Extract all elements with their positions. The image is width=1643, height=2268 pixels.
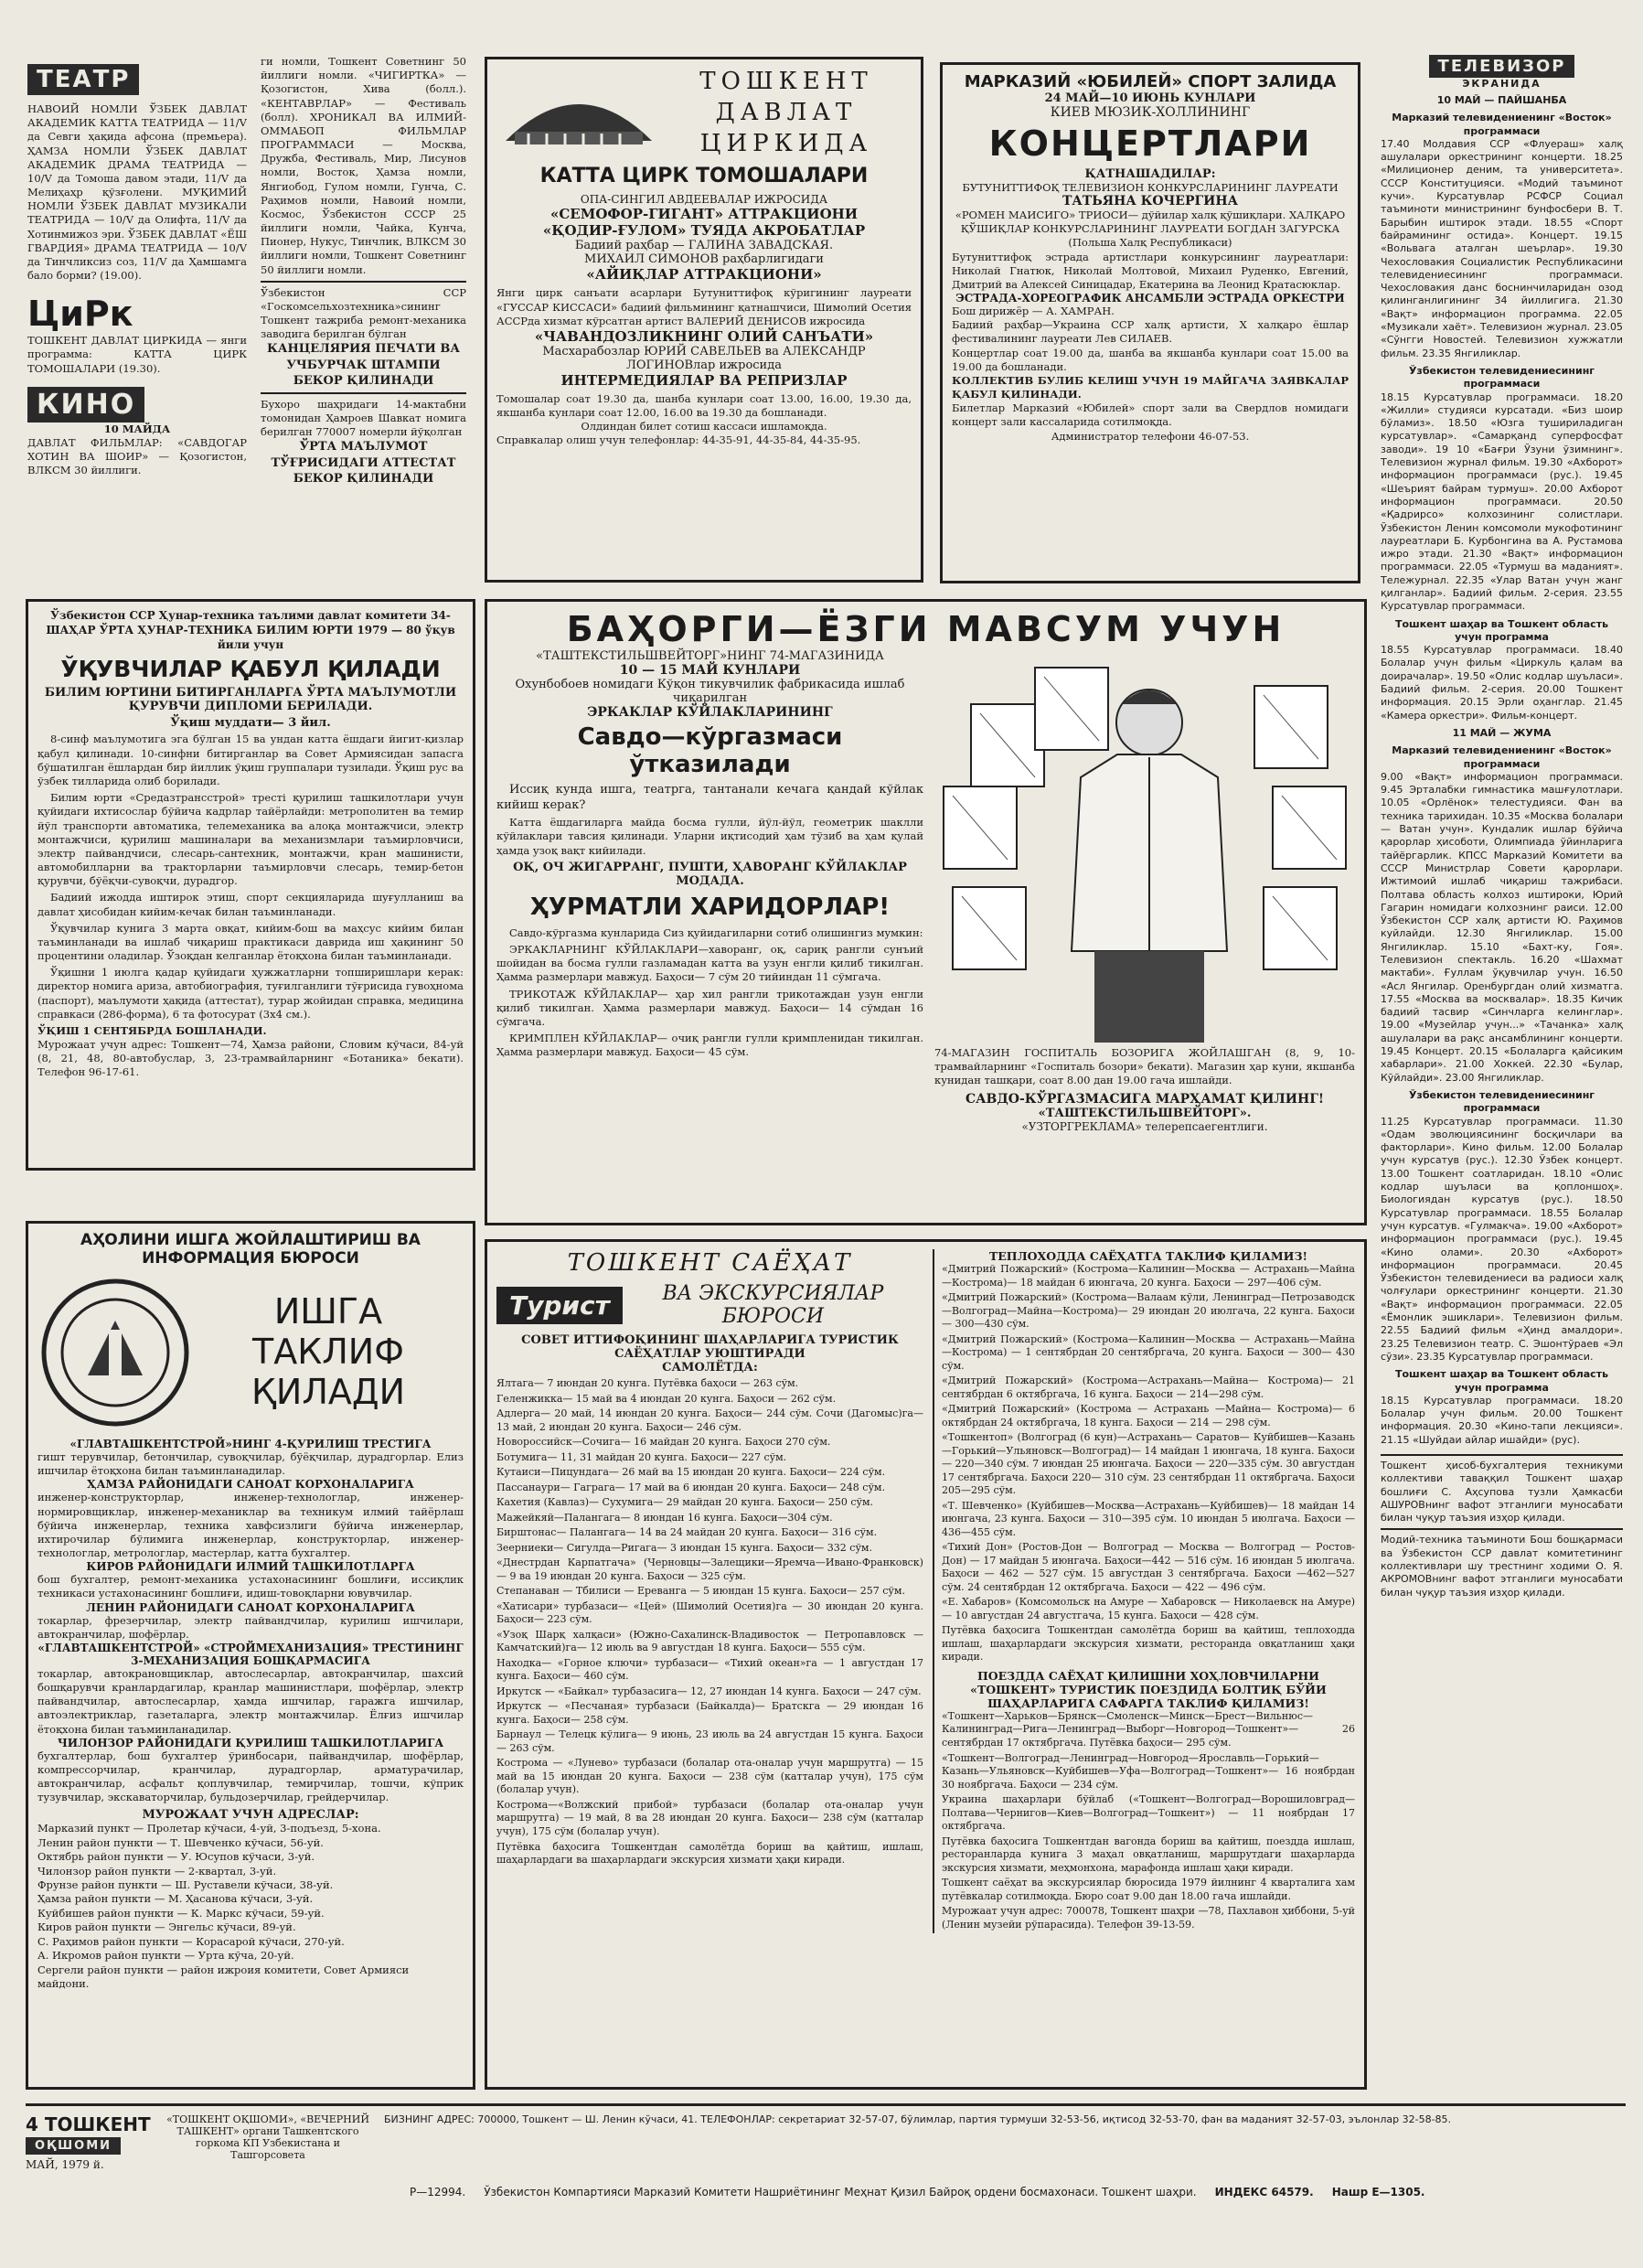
vocational-paragraph: 8-синф маълумотига эга бўлган 15 ва ундан катта ёшдаги йигит-қизлар қабул қилинади. 10-синфни битирганлар ва Совет Армиясидан запасга бўшатилган ёшлардан бир йиллик ўқиш группалари тузилади. Ўқиш рус ва ўзбек тилларида олиб борилади. xyxy=(37,733,464,787)
trip-item: «Дмитрий Пожарский» (Кострома—Валаам кўли, Ленинград—Петрозаводск—Волгоград—Майна—Кострома)— 29 июндан 20 июлгача, 22 кунга. Баҳоси — 300—430 сўм. xyxy=(941,1291,1355,1331)
vocational-school-ad xyxy=(26,599,475,1171)
concert-ad-line: Бош дирижёр — А. ХАМРАН. xyxy=(952,305,1115,318)
trip-item: Тошкент саёҳат ва экскурсиялар бюросида 1979 йилнинг 4 кварталига хам путёвкалар сотилмоқда. Бюро соат 9.00 дан 18.00 гача ишлайди. xyxy=(941,1877,1355,1902)
jobs-header: АҲОЛИНИ ИШГА ЖОЙЛАШТИРИШ ВА ИНФОРМАЦИЯ БЮРОСИ xyxy=(80,1231,421,1268)
trip-item: Мурожаат учун адрес: 700078, Тошкент шаҳри —78, Пахлавон ҳиббони, 5-уй (Ленин музейи рўпарасида). Телефон 39-13-59. xyxy=(941,1905,1355,1931)
jobs-section-heading: ЧИЛОНЗОР РАЙОНИДАГИ ҚУРИЛИШ ТАШКИЛОТЛАРИГА xyxy=(57,1736,444,1749)
trip-item: «Тошкентоп» (Волгоград (6 кун)—Астрахань— Саратов— Куйбишев—Казань—Горький—Ульяновск—Волгоград)— 14 майдан 1 июнгача, 18 кунга. Баҳоси — 220—340 сўм. 7 июндан 25 июнгача. Баҳоси — 220—335 сўм. 30 августдан 17 сентябргача. Баҳоси 220— 310 сўм. 23 сентябрдан 11 октябргача. Баҳоси 205—295 сўм. xyxy=(941,1431,1355,1497)
tv-program-text: 9.00 «Вақт» информацион программаси. 9.45 Эрталабки гимнастика машғулотлари. 10.05 «Орлёнок» телестудияси. Фан ва техника тарихидан. 10.35 «Москва болалари — Ватан учун». Кундалик ишлар бўйича қарорлар ҳисоботи, Олимпиада ўйинларига тайёргарлик. КПСС Марказий Комитети ва СССР Министрлар Совети қарорлари. Ижтимоий ишлаб чиқариш тажрибаси. Полтава область колхоз иштироки, Юрий Гагарин номидаги колхознинг раиси. 12.00 Ўзбекистон ССР халқ артисти Ю. Раҳимов куйлайди. 12.30 Янгиликлар. 15.00 Янгиликлар. 15.10 «Бахт-ку, Гоя». Телевизион спектакль. 16.20 «Шахмат мактаби». Ғуллам ўқувчилар учун. 16.50 «Асл Янгилар. Оренбургдан олий хизматга. 17.55 «Москва ва москвалар». 18.35 Кичик бадиий тасвир «Синчларга келинглар». 19.00 «Музейлар учун...» «Тачанка» халқ ашулалари ва рақс ансамблининг концерти. 19.45 Концерт. 20.15 «Болаларга қайсиким хабарлари». 21.00 Хоккей. 22.30 «Булар, Кўйлайди». 23.00 Янгиликлар. xyxy=(1381,770,1623,1084)
vocational-start: ЎҚИШ 1 СЕНТЯБРДА БОШЛАНАДИ. xyxy=(37,1023,267,1037)
circus-ad xyxy=(485,57,923,583)
footer-order: Нашр Е—1305. xyxy=(1331,2185,1425,2198)
jobs-section-heading: «ГЛАВТАШКЕНТСТРОЙ» «СТРОЙМЕХАНИЗАЦИЯ» ТРЕСТИНИНГ 3-МЕХАНИЗАЦИЯ БОШҚАРМАСИГА xyxy=(37,1641,464,1667)
circus-ad-header: ТОШКЕНТ ДАВЛАТ ЦИРКИДА xyxy=(699,68,873,157)
concert-ad-line: КОЛЛЕКТИВ БУЛИБ КЕЛИШ УЧУН 19 МАЙГАЧА ЗАЯВКАЛАР ҚАБУЛ ҚИЛИНАДИ. xyxy=(952,373,1349,401)
travel-train-heading: ПОЕЗДДА САЁҲАТ ҚИЛИШНИ ХОҲЛОВЧИЛАРНИ xyxy=(976,1668,1319,1683)
travel-ship-list xyxy=(942,1263,1355,1664)
trip-item: «Тошкент—Харьков—Брянск—Смоленск—Минск—Брест—Вильнюс—Калининград—Рига—Ленинград—Выборг—Новгород—Тошкент»— 26 сентябрдан 17 октябргача. Путёвка баҳоси— 295 сўм. xyxy=(941,1709,1355,1749)
concert-ad-line: «РОМЕН МАИСИГО» ТРИОСИ— дўйилар халқ қўшиқлари. ХАЛҚАРО ҚЎШИҚЛАР КОНКУРСЛАРИНИНГ ЛАУРЕАТИ БОГДАН ЗАГУРСКА (Польша Халқ Республикаси) xyxy=(955,209,1346,250)
footer-logo xyxy=(26,2113,163,2173)
circus-ad-title: КАТТА ЦИРК ТОМОШАЛАРИ xyxy=(539,165,869,188)
trip-item: «Тихий Дон» (Ростов-Дон — Волгоград — Москва — Волгоград — Ростов-Дон) — 17 майдан 5 июнгача. Баҳоси—442 — 516 сўм. 16 июндан 5 июлгача. Баҳоси — 462 — 527 сўм. 15 августдан 3 сентябргача. Баҳоси —462—527 сўм. 24 сентябрдан 12 октябргача. Баҳоси — 422 — 496 сўм. xyxy=(941,1541,1355,1593)
concert-ad-title: КОНЦЕРТЛАРИ xyxy=(988,123,1312,164)
clothing-line: ОҚ, ОЧ ЖИГАРРАНГ, ПУШТИ, ҲАВОРАНГ КЎЙЛАКЛАР МОДАДА. xyxy=(513,860,907,888)
concert-ad-line: Бадиий раҳбар—Украина ССР халқ артисти, Х халқаро ёшлар фестивалининг лауреати Лев СИЛАЕВ. xyxy=(952,318,1349,346)
clothing-agency: «УЗТОРГРЕКЛАМА» телерепсаегентлиги. xyxy=(1021,1119,1268,1133)
trip-item: Бирштонас— Палангага— 14 ва 24 майдан 20 кунга. Баҳоси— 316 сўм. xyxy=(496,1526,878,1539)
trip-item: Мажейкяй—Палангага— 8 июндан 16 кунга. Баҳоси—304 сўм. xyxy=(496,1511,833,1524)
circus-listing: ТОШКЕНТ ДАВЛАТ ЦИРКИДА — янги программа: КАТТА ЦИРК ТОМОШАЛАРИ (19.30). xyxy=(27,334,247,375)
cinema-heading: КИНО xyxy=(27,387,144,423)
vocational-duration: Ўқиш муддати— 3 йил. xyxy=(170,716,331,731)
tv-logo xyxy=(1381,55,1623,90)
circus-ad-line: ИНТЕРМЕДИЯЛАР ВА РЕПРИЗЛАР xyxy=(560,371,848,389)
trip-item: Находка— «Горное ключи» турбазаси— «Тихий океан»га — 1 августдан 17 кунга. Баҳоси— 460 сўм. xyxy=(496,1656,923,1683)
circus-building-icon xyxy=(496,77,661,150)
trip-item: «Дмитрий Пожарский» (Кострома—Калинин—Москва — Астрахань—Майна—Кострома) — 1 сентябрдан 20 сентябргача, 20 кунга. Баҳоси — 300— 430 сўм. xyxy=(941,1332,1355,1372)
clothing-paragraph: КРИМПЛЕН КЎЙЛАКЛАР— очиқ рангли гулли кримпленидан тикилган. Ҳамма размерлари мавжуд. Баҳоси— 45 сўм. xyxy=(496,1032,923,1059)
jobs-address-item: Куйбишев район пункти — К. Маркс кўчаси, 59-уй. xyxy=(37,1906,325,1920)
concert-ad-phone: Администратор телефони 46-07-53. xyxy=(1051,429,1250,443)
jobs-title-1: ИШГА xyxy=(273,1291,383,1332)
footer-address: БИЗНИНГ АДРЕС: 700000, Тошкент — Ш. Ленин кўчаси, 41. ТЕЛЕФОНЛАР: секретариат 32-57-07, бўлимлар, партия турмуши 32-53-56, иқтисод 32-53-70, фан ва маданият 32-57-03, эълонлар 32-58-85. xyxy=(384,2113,1452,2125)
shirts-illustration xyxy=(934,649,1355,1043)
trip-item: Пассанаури— Гаграга— 17 май ва 6 июндан 20 кунга. Баҳоси— 248 сўм. xyxy=(496,1481,885,1493)
jobs-section-text: бош бухгалтер, ремонт-механика устахонасининг бошлиғи, иссиқлик техникаси устахонасининг бошлиғи, идиш-товоқларни ювувчилар. xyxy=(37,1573,464,1600)
trip-item: Адлерга— 20 май, 14 июндан 20 кунга. Баҳоси— 244 сўм. Сочи (Дагомыс)га— 13 май, 2 июндан 20 кунга. Баҳоси— 246 сўм. xyxy=(496,1407,923,1433)
trip-item: Иркутск — «Байкал» турбазасига— 12, 27 июндан 14 кунга. Баҳоси — 247 сўм. xyxy=(496,1685,922,1697)
jobs-section-heading: КИРОВ РАЙОНИДАГИ ИЛМИЙ ТАШКИЛОТЛАРГА xyxy=(86,1560,415,1574)
concert-ad-line: БУТУНИТТИФОҚ ТЕЛЕВИЗИОН КОНКУРСЛАРИНИНГ ЛАУРЕАТИ xyxy=(962,181,1339,194)
trip-item: Кахетия (Кавлаз)— Сухумига— 29 майдан 20 кунга. Баҳоси— 250 сўм. xyxy=(496,1496,874,1509)
vocational-title: ЎҚУВЧИЛАР ҚАБУЛ ҚИЛАДИ xyxy=(60,656,441,683)
tv-program-text: 18.55 Курсатувлар программаси. 18.40 Болалар учун фильм «Циркуль қалам ва доирачалар». 19.50 «Олис кодлар шуъласи». Бадиий фильм. 2-серия. 20.00 Тошкент информация. 20.15 Эрли оҳанглар. 21.45 «Камера оркестри». Фильм-концерт. xyxy=(1381,644,1623,722)
jobs-section-heading: ҲАМЗА РАЙОНИДАГИ САНОАТ КОРХОНАЛАРИГА xyxy=(87,1478,414,1492)
trip-item: Новороссийск—Сочига— 16 майдан 20 кунга. Баҳоси 270 сўм. xyxy=(496,1436,831,1449)
clothing-title: БАҲОРГИ—ЁЗГИ МАВСУМ УЧУН xyxy=(566,609,1286,649)
vocational-paragraph: Бадиий ижодда иштирок этиш, спорт секцияларида шуғулланиш ва давлат ҳисобидан кийим-кечак билан таъминланади. xyxy=(37,891,464,918)
trip-item: Зеерниеки— Сигулда—Ригага— 3 июндан 15 кунга. Баҳоси— 332 сўм. xyxy=(496,1541,872,1554)
trip-item: «Дмитрий Пожарский» (Кострома — Астрахань —Майна— Кострома)— 6 октябрдан 24 октябргача, 18 кунга. Баҳоси — 214 — 298 сўм. xyxy=(941,1403,1355,1428)
notice-1-title: КАНЦЕЛЯРИЯ ПЕЧАТИ ВА УЧБУРЧАК ШТАМПИ БЕКОР ҚИЛИНАДИ xyxy=(267,342,460,388)
tv-channel-heading: Марказий телевидениенинг «Восток» программаси xyxy=(1392,112,1612,137)
jobs-address-item: Чилонзор район пункти — 2-квартал, 3-уй. xyxy=(37,1864,277,1878)
circus-heading: ЦиРк xyxy=(27,294,133,335)
tv-logo-line1: ТЕЛЕВИЗОР xyxy=(1429,55,1575,78)
travel-subheader: ВА ЭКСКУРСИЯЛАР БЮРОСИ xyxy=(662,1282,884,1328)
footer-publisher: «ТОШКЕНТ ОҚШОМИ», «ВЕЧЕРНИЙ ТАШКЕНТ» органи Ташкентского горкома КП Узбекистана и Ташгорсовета xyxy=(166,2113,369,2161)
newspaper-footer xyxy=(26,2103,1626,2259)
vocational-diploma: БИЛИМ ЮРТИНИ БИТИРГАНЛАРГА ЎРТА МАЪЛУМОТЛИ ҚУРУВЧИ ДИПЛОМИ БЕРИЛАДИ. xyxy=(44,686,457,714)
travel-intro: СОВЕТ ИТТИФОҚИНИНГ ШАҲАРЛАРИГА ТУРИСТИК САЁҲАТЛАР УЮШТИРАДИ xyxy=(521,1333,899,1361)
concert-ad-dates: 24 МАЙ—10 ИЮНЬ КУНЛАРИ xyxy=(1044,91,1256,105)
jobs-section-text: бухгалтерлар, бош бухгалтер ўринбосари, пайвандчилар, шофёрлар, компрессорчилар, кранчилар, дурадгорлар, арматурачилар, автокранчилар, асфальт қоплувчилар, темирчилар, тошчи, кўприк тузувчилар, экскаваторчилар, бульдозерчилар, грейдерчилар. xyxy=(37,1749,464,1804)
trip-item: «Дмитрий Пожарский» (Кострома—Астрахань—Майна— Кострома)— 21 сентябрдан 6 октябргача, 16 кунга. Баҳоси — 214—298 сўм. xyxy=(941,1375,1355,1400)
jobs-section-heading: ЛЕНИН РАЙОНИДАГИ САНОАТ КОРХОНАЛАРИГА xyxy=(86,1600,415,1614)
turist-logo: Турист xyxy=(496,1287,623,1324)
circus-ad-line: «ҚОДИР-ҒУЛОМ» ТУЯДА АКРОБАТЛАР xyxy=(542,222,866,240)
clothing-paragraph: Катта ёшдагиларга майда босма гулли, йўл-йўл, геометрик шаклли кўйлаклари тавсия қилинади. Уларни иқтисодий ҳам тўзиб ва ҳам қулай ҳамда узоқ вақт кийилади. xyxy=(496,816,923,857)
circus-ad-phones: Справкалар олиш учун телефонлар: 44-35-91, 44-35-84, 44-35-95. xyxy=(496,433,861,447)
theatre-listing: НАВОИЙ НОМЛИ ЎЗБЕК ДАВЛАТ АКАДЕМИК КАТТА ТЕАТРИДА — 11/V да Севги ҳақида афсона (премьера). ҲАМЗА НОМЛИ ЎЗБЕК ДАВЛАТ АКАДЕМИК ДРАМА ТЕАТРИДА — 10/V да Томоша давом этади, 11/V да Мелиҳаҳр қўзғолени. МУҚИМИЙ НОМЛИ ЎЗБЕК ДАВЛАТ МУЗИКАЛИ ТЕАТРИДА — 10/V да Олифта, 11/V да Хотинмижоз эри. ЎЗБЕК ДАВЛАТ «ЁШ ГВАРДИЯ» ДРАМА ТЕАТРИДА — 10/V да Тинчликсиз соз, 11/V да Ҳамшамга бало борми? (19.00). xyxy=(27,102,247,283)
footer-printer: Ўзбекистон Компартияси Марказий Комитети Нашриётининг Меҳнат Қизил Байроқ ордени босмахонаси. Тошкент шаҳри. xyxy=(484,2185,1197,2198)
trip-item: Украина шаҳарлари бўйлаб («Тошкент—Волгоград—Ворошиловград—Полтава—Чернигов—Киев—Волгоград—Тошкент») — 11 ноябрдан 17 октябргача. xyxy=(941,1793,1355,1833)
trip-item: Кострома — «Лунево» турбазаси (болалар ота-оналар учун маршрутга) — 15 май ва 15 июндан 20 кунга. Баҳоси — 238 сўм (катталар учун), 175 сўм (болалар учун). xyxy=(496,1757,923,1796)
trip-item: «Тошкент—Волгоград—Ленинград—Новгород—Ярославль—Горький—Казань—Ульяновск—Куйбишев—Уфа—Волгоград—Тошкент»— 16 ноябрдан 30 ноябргача. Баҳоси — 234 сўм. xyxy=(941,1751,1355,1791)
jobs-section-text: токарлар, автокрановщиклар, автослесарлар, автокранчилар, шахсий бошқарувчи кранлардагилар, кранлар машинистлари, шофёрлар, электр пайвандчилар, автослесарлар, ҳамда ишчилар, гаражга ишчилар, автоэлектриклар, газеталарга, электр монтажчилар. Ёлғиз ишчилар ётоқхона билан таъминланадилар. xyxy=(37,1666,464,1736)
jobs-title-3: ҚИЛАДИ xyxy=(251,1371,406,1412)
concert-ad-sub: КИЕВ МЮЗИК-ХОЛЛИНИНГ xyxy=(1050,105,1251,120)
circus-ad-line: ОПА-СИНГИЛ АВДЕЕВАЛАР ИЖРОСИДА xyxy=(580,193,828,207)
concert-ad-line: Концертлар соат 19.00 да, шанба ва якшанба кунлари соат 15.00 ва 19.00 да бошланади. xyxy=(952,346,1349,373)
goskomtrud-emblem-icon xyxy=(37,1275,193,1430)
trip-item: «Хатисари» турбазаси— «Цей» (Шимолий Осетия)га — 30 июндан 20 кунга. Баҳоси— 223 сўм. xyxy=(496,1599,923,1626)
trip-item: Ботумига— 11, 31 майдан 20 кунга. Баҳоси— 227 сўм. xyxy=(496,1450,787,1463)
concert-ad-header: МАРКАЗИЙ «ЮБИЛЕЙ» СПОРТ ЗАЛИДА xyxy=(964,72,1337,91)
circus-ad-line: Бадиий раҳбар — ГАЛИНА ЗАВАДСКАЯ. xyxy=(574,239,834,253)
cinema-logo xyxy=(27,387,247,423)
tv-program-text: 18.15 Курсатувлар программаси. 18.20 «Жилли» студияси курсатади. «Биз шоир бўламиз». 18.50 «Юзга тушириладиган курсатувлар». «Самарқанд суперфосфат заводи». 19 10 «Бағри Ўзуни ўзимнинг». Телевизион журнал фильм. 19.30 «Ахборот» информацион программаси (рус.). 19.45 «Шеърият байрам турмуш». 20.00 Ахборот информацион программаси. 20.50 «Қадрирсо» колхозининг солистлари. Ўзбекистон Ленин комсомоли мукофотининг лауреатлари Б. Курбонгина ва А. Рустамова ижро этади. 21.30 «Вақт» информацион программаси. 22.05 «Турмуш ва маданият». Тележурнал. 22.35 «Улар Ватан учун жанг қилганлар». Бадиий фильм. 2-серия. 23.55 Курсатувлар программаси. xyxy=(1381,390,1623,613)
tv-channel-heading: Тошкент шаҳар ва Тошкент область учун программа xyxy=(1394,1368,1609,1394)
travel-plane-heading: САМОЛЁТДА: xyxy=(662,1361,758,1375)
jobs-section-text: инженер-конструкторлар, инженер-технологлар, инженер-нормировщиклар, инженер-механиклар ва техникум илмий тайёрлаш бўйича инженерлар, техника хавфсизлиги бўйича инженерлар, ихтирочилар бўлимига инженерлар, конструкторлар, инженер-технологлар, метрологлар, мастерлар, катта бухгалтер. xyxy=(37,1491,464,1560)
jobs-section-text: гишт терувчилар, бетончилар, сувоқчилар, бўёқчилар, дурадгорлар. Елиз ишчилар ётоқхона билан таъминланадилар. xyxy=(37,1450,464,1478)
concert-ad-line: ЭСТРАДА-ХОРЕОГРАФИК АНСАМБЛИ ЭСТРАДА ОРКЕСТРИ xyxy=(955,292,1345,305)
jobs-address-heading: МУРОЖААТ УЧУН АДРЕСЛАР: xyxy=(142,1808,359,1823)
left-column-listings xyxy=(27,64,247,585)
trip-item: Степанаван — Тбилиси — Ереванга — 5 июндан 15 кунга. Баҳоси— 257 сўм. xyxy=(496,1585,905,1598)
clothing-dates: 10 — 15 МАЙ КУНЛАРИ xyxy=(619,663,801,678)
jobs-address-item: А. Икромов район пункти — Урта кўча, 20-уй. xyxy=(37,1949,294,1963)
theatre-logo xyxy=(27,64,247,95)
footer-code: Р—12994. xyxy=(410,2185,466,2198)
tv-day-heading: 11 МАЙ — ЖУМА xyxy=(1452,726,1552,739)
jobs-section-heading: «ГЛАВТАШКЕНТСТРОЙ»НИНГ 4-ҚУРИЛИШ ТРЕСТИГА xyxy=(69,1438,432,1450)
jobs-title-2: ТАКЛИФ xyxy=(252,1332,404,1373)
trip-item: Геленжикка— 15 май ва 4 июндан 20 кунга. Баҳоси — 262 сўм. xyxy=(496,1392,837,1405)
tv-channel-heading: Ўзбекистон телевидениесининг программаси xyxy=(1408,364,1595,390)
tv-program-text: 18.15 Курсатувлар программаси. 18.20 Болалар учун фильм. 20.00 Тошкент информация. 20.30 «Кино-тапи лекцияси». 21.15 «Шуйдаи айлар ишайди» (рус). xyxy=(1381,1394,1623,1446)
tv-program-text: 11.25 Курсатувлар программаси. 11.30 «Одам эволюциясининг босқичлари ва факторлари». Кино фильм. 12.00 Болалар учун курсатув (рус.). 12.30 Ўзбек концерт. 13.00 Тошкент соатларидан. 18.10 «Олис кодлар шуъласи ва қоплоншоҳ». Биологиядан курсатув (рус.). 18.50 Курсатувлар программаси. 18.55 Болалар учун курсатув. «Гулмакча». 19.00 «Ахборот» информацион программаси (рус.). 19.45 «Кино олами». 20.30 «Ахборот» информацион программаси. 20.45 Ўзбекистон телевидениеси ва радиоси халқ чолғулари оркестрининг концерти. 21.30 «Вақт» информацион программаси. 22.05 «Ёмонлик эшиклари». Телевизион фильм. 22.55 Бадиий фильм «Ҳинд амалдори». 23.25 Телевизион театр. С. Эшонтўраев «Эл сўзи». 23.35 Курсатувлар программаси. xyxy=(1381,1115,1623,1363)
jobs-address-item: Ҳамза район пункти — М. Ҳасанова кўчаси, 3-уй. xyxy=(37,1892,314,1906)
clothing-paragraph: ЭРКАКЛАРНИНГ КЎЙЛАКЛАРИ—хаворанг, оқ, сариқ рангли сунъий шойидан ва босма гулли газламадан катта ва узун енгли қилиб тикилган. Ҳамма размерлари мавжуд. Баҳоси— 7 сўм 20 тийиндан 11 сўмгача. xyxy=(496,943,923,984)
clothing-sponsor: «ТАШТЕКСТИЛЬШВЕЙТОРГ». xyxy=(1038,1106,1252,1120)
circus-ad-line: «СЕМОФОР-ГИГАНТ» АТТРАКЦИОНИ xyxy=(549,206,858,223)
theatre-heading: ТЕАТР xyxy=(27,64,139,95)
travel-train-subheading: «ТОШКЕНТ» ТУРИСТИК ПОЕЗДИДА БОЛТИҚ БЎЙИ ШАҲАРЛАРИГА САФАРГА ТАКЛИФ ҚИЛАМИЗ! xyxy=(970,1682,1327,1710)
footer-logo-line2: ОҚШОМИ xyxy=(26,2137,121,2155)
tv-day-heading: 10 МАЙ — ПАЙШАНБА xyxy=(1436,94,1567,106)
circus-logo xyxy=(27,294,247,334)
clothing-paragraph: Иссиқ кунда ишга, театрга, тантанали кечага қандай кўйлак кийиш керак? xyxy=(496,783,923,813)
tv-channel-heading: Ўзбекистон телевидениесининг программаси xyxy=(1408,1088,1595,1115)
trip-item: Барнаул — Телецк кўлига— 9 июнь, 23 июль ва 24 августдан 15 кунга. Баҳоси— 263 сўм. xyxy=(496,1728,923,1754)
tv-schedule-column xyxy=(1381,55,1623,2117)
tv-channel-heading: Тошкент шаҳар ва Тошкент область учун программа xyxy=(1394,617,1609,643)
concert-ad-line: Бутуниттифоқ эстрада артистлари конкурсининг лауреатлари: Николай Гнатюк, Николай Молтовой, Михаил Руденко, Евгений, Дмитрий ва Алексей Синицадар, Екатерина ва Леонид Кратасюклар. xyxy=(952,250,1349,291)
trip-item: «Днестрдан Карпатгача» (Черновцы—Залещики—Яремча—Ивано-Франковск)— 9 ва 19 июндан 20 кунга. Баҳоси — 325 сўм. xyxy=(496,1557,923,1582)
jobs-section-text: токарлар, фрезерчилар, электр пайвандчилар, курилиш ишчилари, автокранчилар, шофёрлар. xyxy=(37,1613,464,1641)
circus-ad-line: «ЧАВАНДОЗЛИКНИНГ ОЛИЙ САНЪАТИ» xyxy=(534,327,874,345)
clothing-paragraph: ТРИКОТАЖ КЎЙЛАКЛАР— ҳар хил рангли трикотаждан узун енгли қилиб тикилган. Ҳамма размерлари мавжуд. Баҳоси— 14 сўмдан 16 сўмгача. xyxy=(496,987,923,1028)
clothing-subtitle: Савдо—кўргазмаси ўтказилади xyxy=(577,723,843,778)
film-listing: ги номли, Тошкент Советнинг 50 йиллиги номли. «ЧИГИРТКА» — Қозогистон, Хива (болл.). «КЕНТАВРЛАР» — Фестиваль (болл). ХРОНИКАЛ ВА ИЛМИЙ-ОММАБОП ФИЛЬМЛАР ПРОГРАММАСИ — Москва, Дружба, Фестиваль, Мир, Лисунов номли, Восток, Ҳамза номли, Янгиобод, Гулом номли, Гунча, С. Раҳимов номли, Навоий номли, Космос, Ўзбекистон СССР 25 йиллиги номли, Чайка, Кунча, Пионер, Нукус, Тинчлик, ВЛКСМ 30 йиллиги номли, Тошкент Советнинг 50 йиллиги номли. xyxy=(261,55,466,276)
trip-item: Путёвка баҳосига Тошкентдан самолётда бориш ва қайтиш, теплоходда ишлаш, шаҳарлардаги экскурсия хизмати, ресторанда овқатланиш ҳақи киради. xyxy=(941,1624,1355,1664)
travel-ad xyxy=(485,1239,1367,2090)
vocational-paragraph: Ўқувчилар кунига 3 марта овқат, кийим-бош ва маҳсус кийим билан таъминланади ва ишлаб чиқариш практикаси даврида иш ҳақининг 50 процентини оладилар. Ўзоқдан келганлар ётоқхона билан таъминланади. xyxy=(37,921,464,963)
trip-item: Кутаиси—Пицундага— 26 май ва 15 июндан 20 кунга. Баҳоси— 224 сўм. xyxy=(496,1466,886,1479)
trip-item: «Е. Хабаров» (Комсомольск на Амуре — Хабаровск — Николаевск на Амуре) — 10 августдан 24 августгача, 15 кунга. Баҳоси — 428 сўм. xyxy=(941,1596,1355,1621)
jobs-address-item: С. Раҳимов район пункти — Корасарой кўчаси, 270-уй. xyxy=(37,1934,345,1948)
obituary-notice: Тошкент ҳисоб-бухгалтерия техникуми коллективи таваққил Тошкент шаҳар бошлиғи С. Аҳсупова тузли Ҳамкасби АШУРОВнинг вафот этганлиги муносабати билан чуқур таъзия изҳор қилади. xyxy=(1381,1459,1623,1524)
clothing-line: «ТАШТЕКСТИЛЬШВЕЙТОРГ»НИНГ 74-МАГАЗИНИДА xyxy=(536,649,884,663)
obituary-notice: Модий-техника таъминоти Бош бошқармаси ва Ўзбекистон ССР давлат комитетининг коллективлари шу трестнинг ходими О. Я. АКРОМОВнинг вафот этганлиги муносабати билан чуқур таъзия изҳор қилади. xyxy=(1381,1534,1623,1599)
tv-channel-heading: Марказий телевидениенинг «Восток» программаси xyxy=(1392,744,1612,770)
jobs-address-item: Ленин район пункти — Т. Шевченко кўчаси, 56-уй. xyxy=(37,1835,324,1849)
jobs-address-item: Сергели район пункти — район ижроия комитети, Совет Армияси майдони. xyxy=(37,1963,410,1990)
vocational-header: Ўзбекистон ССР Ҳунар-техника таълими давлат комитети 34-ШАҲАР ЎРТА ҲУНАР-ТЕХНИКА БИЛИМ ЮРТИ 1979 — 80 ўқув йили учун xyxy=(46,609,455,651)
notice-2-text: Бухоро шаҳридаги 14-мактабни томонидан Ҳамроев Шавкат номига берилган 770007 номерли йўқолган xyxy=(261,397,466,439)
footer-logo-line1: 4 ТОШКЕНТ xyxy=(26,2113,151,2135)
cinema-date: 10 МАЙДА xyxy=(103,422,171,435)
footer-index: ИНДЕКС 64579. xyxy=(1214,2185,1314,2198)
concert-ad-line: Билетлар Марказий «Юбилей» спорт зали ва Свердлов номидаги концерт зали кассаларида сотилмоқда. xyxy=(952,401,1349,429)
trip-item: Путёвка баҳосига Тошкентдан вагонда бориш ва қайтиш, поездда ишлаш, ресторанларда кунига 3 маҳал овқатланиш, маршрутдаги шаҳарларда экскурсия хизмати, меҳмонхона, марафонда ишлаш ҳақи киради. xyxy=(941,1835,1355,1874)
travel-plane-list xyxy=(496,1377,923,1867)
concert-ad-line: ТАТЬЯНА КОЧЕРГИНА xyxy=(1062,194,1239,209)
jobs-address-item: Киров район пункти — Энгельс кўчаси, 89-уй. xyxy=(37,1920,296,1934)
cinema-listing: ДАВЛАТ ФИЛЬМЛАР: «САВДОГАР ХОТИН ВА ШОИР» — Қозогистон, ВЛКСМ 30 йиллиги. xyxy=(27,435,247,477)
clothing-line: Охунбобоев номидаги Кўқон тикувчилик фабрикасида ишлаб чиқарилган xyxy=(515,678,905,705)
travel-header: ТОШКЕНТ САЁҲАТ xyxy=(567,1249,853,1277)
vocational-paragraph: Ўқишни 1 июлга қадар қуйидаги ҳужжатларни топширишлари керак: директор номига ариза, автобиография, туғилганлиги тўғрисида гувоҳнома (паспорт), маълумоти ҳақида (аттестат), турар жойидан справка, медицина справкаси (286-форма), 6 та фотосурат (3х4 см.). xyxy=(37,966,464,1021)
jobs-address-item: Октябрь район пункти — У. Юсупов кўчаси, 3-уй. xyxy=(37,1850,315,1864)
circus-ad-line: МИХАИЛ СИМОНОВ раҳбарлигидаги xyxy=(584,252,824,267)
jobs-address-item: Фрунзе район пункти — Ш. Руставели кўчаси, 38-уй. xyxy=(37,1878,334,1892)
tv-logo-line2: ЭКРАНИДА xyxy=(1462,78,1542,90)
clothing-paragraph: Савдо-кўргазма кунларида Сиз қуйидагиларни сотиб олишингиз мумкин: xyxy=(509,925,923,939)
jobs-ad xyxy=(26,1221,475,2090)
trip-item: Кострома—«Волжский прибой» турбазаси (болалар ота-оналар учун маршрутга) — 19 май, 8 ва 28 июндан 20 кунга. Баҳоси— 238 сўм (катталар учун), 175 сўм (болалар учун). xyxy=(496,1798,923,1837)
film-listings-column xyxy=(261,55,466,585)
trip-item: «Дмитрий Пожарский» (Кострома—Калинин—Москва — Астрахань—Майна—Кострома)— 18 майдан 6 июнгача, 20 кунга. Баҳоси — 297—406 сўм. xyxy=(941,1263,1355,1289)
concert-ad xyxy=(940,62,1360,583)
trip-item: «Т. Шевченко» (Куйбишев—Москва—Астрахань—Куйбишев)— 18 майдан 14 июнгача, 23 кунга. Баҳоси — 310—395 сўм. 10 июндан 5 июлгача. Баҳоси — 436—455 сўм. xyxy=(941,1499,1355,1538)
trip-item: «Узоқ Шарқ халқаси» (Южно-Сахалинск-Владивосток — Петропавловск — Камчатский)га— 12 июль ва 9 августдан 18 кунга. Баҳоси— 555 сўм. xyxy=(496,1628,923,1654)
circus-ad-line: Янги цирк санъати асарлари Бутуниттифоқ кўригининг лауреати «ГУССАР КИССАСИ» бадиий фильмининг қатнашчиси, Шимолий Осетия АССРда хизмат кўрсатган артист ВАЛЕРИЙ ДЕНИСОВ ижросида xyxy=(496,286,912,327)
circus-ad-line: Олдиндан билет сотиш кассаси ишламоқда. xyxy=(581,420,827,433)
trip-item: Иркутск — «Песчаная» турбазаси (Байкалда)— Братскга — 29 июндан 16 кунга. Баҳоси— 258 сўм. xyxy=(496,1700,923,1726)
notice-2-title: ЎРТА МАЪЛУМОТ ТЎҒРИСИДАГИ АТТЕСТАТ БЕКОР ҚИЛИНАДИ xyxy=(271,440,456,486)
clothing-greeting: ҲУРМАТЛИ ХАРИДОРЛАР! xyxy=(529,893,891,921)
footer-date: МАЙ, 1979 й. xyxy=(26,2158,104,2171)
circus-ad-line: Масхарабозлар ЮРИЙ САВЕЛЬЕВ ва АЛЕКСАНДР ЛОГИНОВлар ижросида xyxy=(542,344,866,372)
circus-ad-line: «АЙИҚЛАР АТТРАКЦИОНИ» xyxy=(586,266,822,284)
vocational-address: Мурожаат учун адрес: Тошкент—74, Ҳамза райони, Словим кўчаси, 84-уй (8, 21, 48, 80-автобуслар, 3, 23-трамвайларнинг «Ботаника» бекати). Телефон 96-17-61. xyxy=(37,1038,464,1079)
jobs-address-list xyxy=(37,1822,464,1991)
trip-item: Ялтага— 7 июндан 20 кунга. Путёвка баҳоси — 263 сўм. xyxy=(496,1377,799,1389)
vocational-paragraph: Билим юрти «Средазтрансстрой» тресті қурилиш ташкилотлари учун қуйидаги ихтисослар бўйича кадрлар тайёрлайди: метрополитен ва темир йўл транспорти автоматика, телемеханика ва алоқа монтажчиси, электр монтажчиси, қурилиш машиналари ва механизмлари таъмирловчиси, электр пайвандчиси, слесарь-сантехник, монтажчи, кран машинисти, автомобилларни ва тракторларни таъмирловчи слесарь, темир-бетон қурувчи, бўёқчи-сувоқчи, дурадгор. xyxy=(37,791,464,888)
clothing-sale-ad xyxy=(485,599,1367,1225)
clothing-store-info: 74-МАГАЗИН ГОСПИТАЛЬ БОЗОРИГА ЖОЙЛАШГАН (8, 9, 10-трамвайларнинг «Госпиталь бозори» бекати). Магазин ҳар куни, якшанба кунидан ташқари, соат 8.00 дан 19.00 гача ишлайди. xyxy=(934,1046,1355,1087)
travel-train-list xyxy=(942,1710,1355,1931)
tv-program-text: 17.40 Молдавия ССР «Флуераш» халқ ашулалари оркестрининг концерти. 18.25 «Милиционер деним, та университета». СССР Конституцияси. «Модий таъминот кучи». Курсатувлар РСФСР Социал таъминоти министрининг бунфосбери В. Т. Барыбин иштирок этади. 18.55 «Спорт байрамининг остида». Концерт. 19.15 «Вольвага аталган шеърлар». 19.30 Чехословакия Социалистик Республикасини телевидениесининг программаси. Чехословакия данс боснинчиларидан озод қилинганлигининг 34 йиллигига. 21.30 «Вақт» информацион программа. 22.05 «Музикали хаёт». Телевизион журнал. 23.05 «Сўнгги Новостей. Телевизион хужжатли фильм. 23.35 Янгиликлар. xyxy=(1381,137,1623,359)
concert-ad-line: ҚАТНАШАДИЛАР: xyxy=(1084,167,1216,181)
clothing-line: ЭРКАКЛАР КЎЙЛАКЛАРИНИНГ xyxy=(587,705,833,720)
circus-ad-line: Томошалар соат 19.30 да, шанба кунлари соат 13.00, 16.00, 19.30 да, якшанба кунлари соат 12.00, 16.00 ва 19.30 да бошланади. xyxy=(496,391,912,420)
trip-item: Путёвка баҳосига Тошкентдан самолётда бориш ва қайтиш, ишлаш, шаҳарлардаги ва шаҳарлардаги экскурсия хизмати ҳақи киради. xyxy=(496,1840,923,1867)
travel-ship-heading: ТЕПЛОХОДДА САЁҲАТГА ТАКЛИФ ҚИЛАМИЗ! xyxy=(988,1249,1307,1263)
notice-1-text: Ўзбекистон ССР «Госкомсельхозтехника»сининг Тошкент тажриба ремонт-механика заводига берилган бўлган xyxy=(261,285,466,341)
clothing-invite: САВДО-КЎРГАЗМАСИГА МАРҲАМАТ ҚИЛИНГ! xyxy=(965,1091,1325,1107)
jobs-address-item: Марказий пункт — Пролетар кўчаси, 4-уй, 3-подъезд, 5-хона. xyxy=(37,1822,381,1835)
